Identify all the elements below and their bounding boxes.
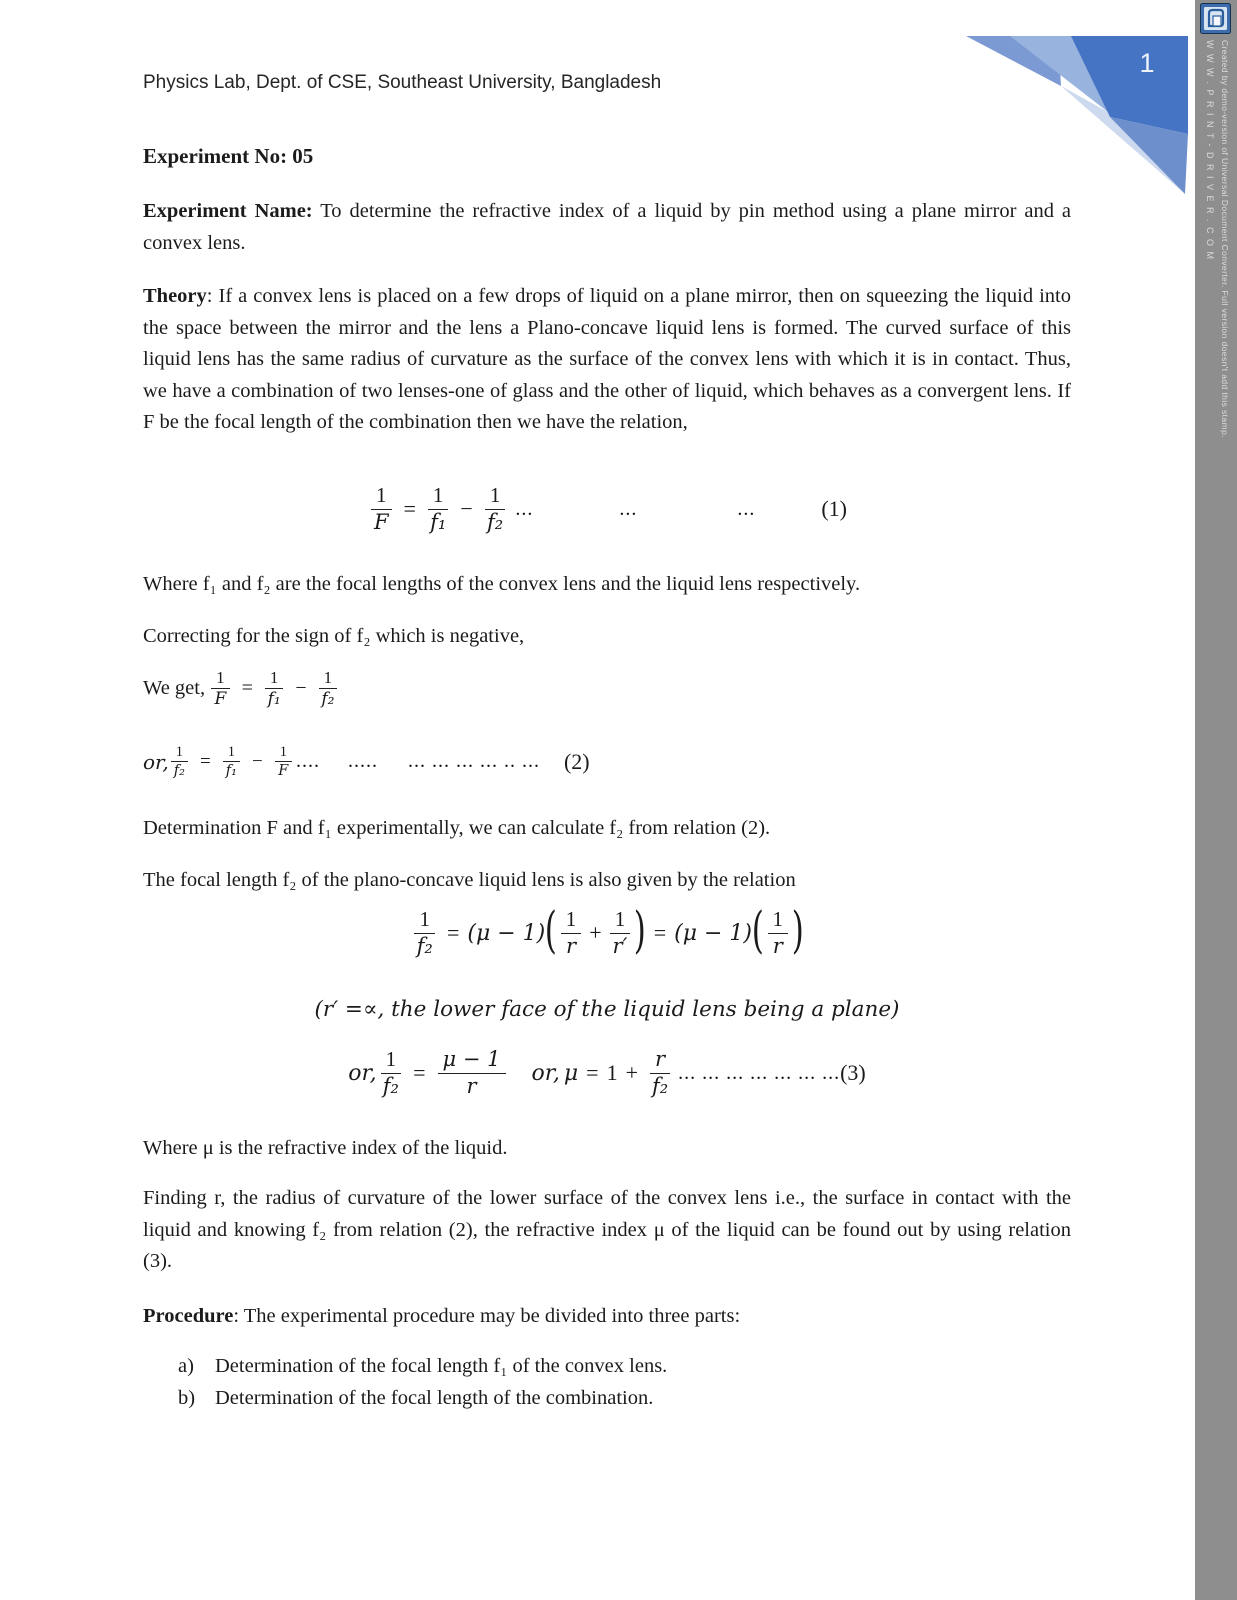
eq3-den1: f₂: [382, 1073, 399, 1098]
list-marker-a: a): [178, 1355, 194, 1377]
eq3-or1: or,: [348, 1060, 377, 1086]
page-number: 1: [1139, 48, 1155, 78]
watermark-line1: Created by demo-version of Universal Document Converter. Full version doesn't add this stamp.: [1220, 40, 1230, 438]
open-paren-icon: (: [544, 901, 558, 960]
theory-paragraph: [143, 281, 1071, 439]
eq3-mu: μ: [563, 1060, 579, 1086]
where-f-line: Where f₁ and f₂ are the focal lengths of the convex lens and the liquid lens respectively.: [143, 573, 861, 595]
close-paren-icon: ): [791, 901, 804, 960]
eq2-dots1: ....: [295, 750, 320, 773]
experiment-number-heading: Experiment No: 05: [143, 144, 314, 168]
eqmu-den1: f₂: [416, 933, 433, 958]
weget-den3: f₂: [321, 689, 335, 710]
equation-3: [143, 1048, 1071, 1098]
list-item: [178, 1382, 1071, 1414]
we-get-equation: [143, 668, 1071, 709]
eq1-minus: −: [460, 496, 473, 522]
eq3-dots: ... ... ... ... ... ... ...: [678, 1061, 841, 1084]
equation-2: [143, 744, 1071, 779]
equation-mu: [143, 901, 1071, 960]
list-marker-b: b): [178, 1387, 196, 1409]
eq2-minus: −: [251, 750, 263, 772]
experiment-name-text: To determine the refractive index of a liquid by pin method using a plane mirror and a convex lens.: [143, 200, 1072, 254]
eq2-num2: 1: [223, 744, 240, 762]
eq1-dots2: ...: [619, 497, 638, 520]
eqmu-den2: r: [565, 933, 577, 958]
plane-face-note: (r′ =∝, the lower face of the liquid lens being a plane): [314, 997, 900, 1022]
finding-paragraph: Finding r, the radius of curvature of the lower surface of the convex lens i.e., the surface in contact with the liquid and knowing f₂ from relation (2), the refractive index μ of the liquid can be found out by using relation (3).: [143, 1187, 1071, 1272]
weget-num1: 1: [211, 668, 230, 689]
eq3-den2: r: [466, 1073, 477, 1098]
eq3-one: 1: [606, 1060, 618, 1086]
procedure-paragraph: [143, 1301, 1071, 1333]
document-header: Physics Lab, Dept. of CSE, Southeast University, Bangladesh: [143, 72, 662, 93]
eq2-equals: =: [200, 750, 211, 772]
eq1-label: (1): [821, 496, 847, 522]
weget-minus: −: [295, 677, 307, 700]
eq2-den1: f₂: [173, 763, 185, 780]
eq3-label: (3): [840, 1060, 866, 1086]
eq1-num2: 1: [428, 484, 449, 510]
focal-relation-line: The focal length f₂ of the plano-concave liquid lens is also given by the relation: [143, 869, 796, 891]
eqmu-den4: r: [772, 933, 783, 958]
eq2-num1: 1: [171, 744, 188, 762]
eqmu-num2: 1: [561, 908, 582, 934]
eq2-den3: F: [278, 763, 289, 780]
eq3-num2: μ − 1: [438, 1048, 506, 1074]
eqmu-den3: r′: [612, 933, 628, 958]
open-paren-icon: (: [751, 901, 764, 960]
eq3-equals1: =: [413, 1060, 426, 1086]
eq3-num3: r: [650, 1048, 670, 1074]
experiment-name-label: Experiment Name:: [143, 200, 313, 222]
eq3-equals2: =: [586, 1060, 599, 1086]
eq1-equals: =: [403, 496, 416, 522]
weget-den1: F: [214, 689, 227, 710]
list-item: [178, 1350, 1071, 1382]
eq2-dots3: ... ... ... ... .. ...: [407, 750, 540, 773]
correcting-line: Correcting for the sign of f₂ which is negative,: [143, 625, 525, 647]
eq1-den3: f₂: [486, 509, 504, 534]
eq1-dots3: ...: [737, 497, 756, 520]
eq3-or2: or,: [531, 1060, 560, 1086]
procedure-text: : The experimental procedure may be divided into three parts:: [233, 1305, 741, 1327]
eq2-or: or,: [143, 749, 169, 774]
equation-1: [143, 484, 1071, 534]
eqmu-equals2: =: [653, 920, 667, 946]
weget-num3: 1: [319, 668, 338, 689]
udc-logo-icon: [1200, 3, 1231, 34]
procedure-list: [178, 1350, 1071, 1414]
eq3-den3: f₂: [651, 1073, 669, 1098]
where-mu-line: Where μ is the refractive index of the liquid.: [143, 1137, 508, 1159]
eqmu-num3: 1: [610, 908, 631, 934]
eqmu-num1: 1: [414, 908, 435, 934]
we-get-label: We get,: [143, 676, 206, 699]
eqmu-num4: 1: [768, 908, 789, 934]
eqmu-plus: +: [589, 920, 602, 946]
eq1-den1: F: [373, 509, 389, 534]
watermark-text: [1202, 40, 1232, 1540]
weget-equals: =: [241, 677, 253, 700]
weget-den2: f₁: [267, 689, 281, 710]
eq1-num1: 1: [371, 484, 392, 510]
eqmu-mu-minus-1-a: (μ − 1): [467, 920, 546, 946]
list-text-b: Determination of the focal length of the combination.: [215, 1387, 654, 1409]
eq2-dots2: .....: [347, 750, 378, 773]
eq1-den2: f₁: [430, 509, 447, 534]
eq2-label: (2): [563, 748, 590, 774]
theory-text: : If a convex lens is placed on a few drops of liquid on a plane mirror, then on squeezing the liquid into the space between the mirror and the lens a Plano-concave liquid lens is formed. The curved surface of this liquid lens has the same radius of curvature as the surface of the convex lens with which it is in contact. Thus, we have a combination of two lenses-one of glass and the other of liquid, which behaves as a convergent lens. If F be the focal length of the combination then we have the relation,: [143, 285, 1071, 433]
watermark-line2: WWW.PRINT-DRIVER.COM: [1205, 40, 1215, 265]
procedure-label: Procedure: [143, 1305, 234, 1327]
eqmu-equals1: =: [446, 920, 460, 946]
eq1-dots1: ...: [515, 497, 534, 520]
list-text-a: Determination of the focal length f₁ of the convex lens.: [215, 1355, 668, 1377]
eq3-num1: 1: [381, 1048, 402, 1074]
theory-label: Theory: [143, 285, 207, 307]
eq2-den2: f₁: [225, 763, 237, 780]
close-paren-icon: ): [633, 901, 646, 960]
experiment-name-paragraph: [143, 196, 1071, 259]
weget-num2: 1: [265, 668, 284, 689]
eq3-plus: +: [625, 1060, 639, 1086]
eq1-num3: 1: [485, 484, 506, 510]
watermark-strip: [1195, 0, 1237, 1600]
eq2-num3: 1: [275, 744, 292, 762]
eqmu-mu-minus-1-b: (μ − 1): [674, 920, 753, 946]
determination-line: Determination F and f₁ experimentally, we can calculate f₂ from relation (2).: [143, 817, 771, 839]
